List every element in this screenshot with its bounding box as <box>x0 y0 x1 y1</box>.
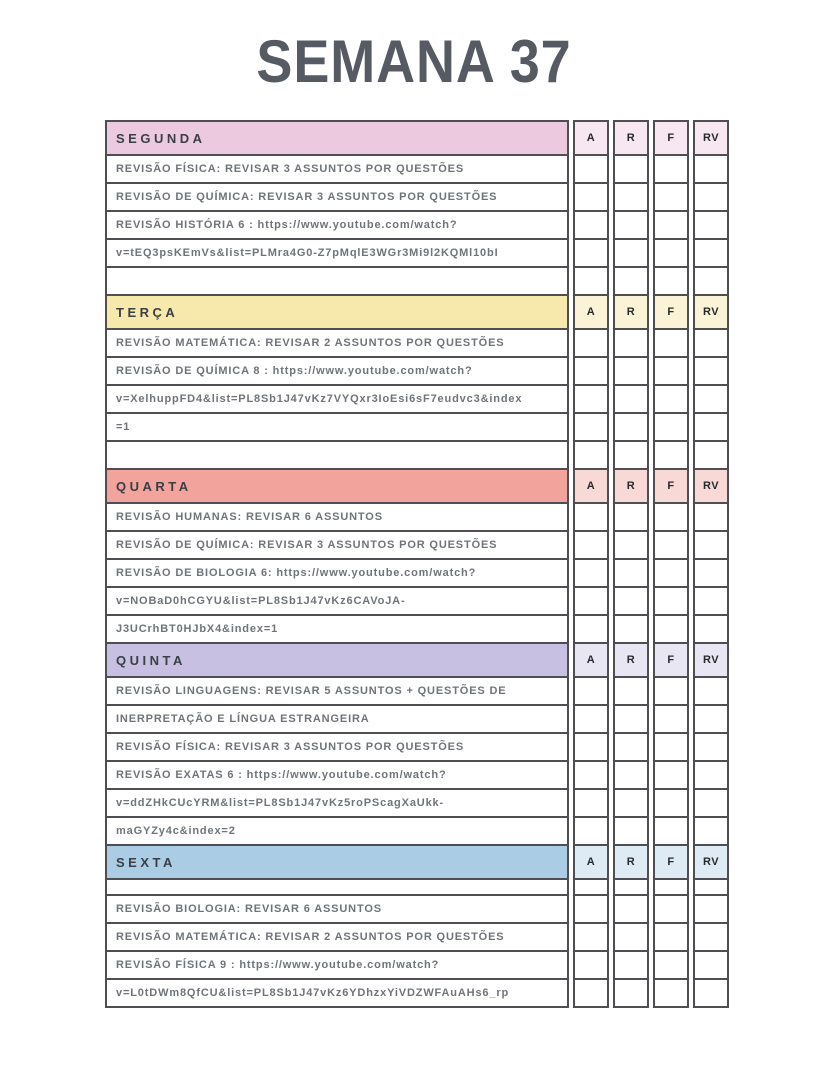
check-cell-a[interactable] <box>573 154 609 184</box>
check-cell-a[interactable] <box>573 704 609 734</box>
task-cell <box>105 894 569 924</box>
check-cell-r[interactable] <box>613 950 649 980</box>
task-text: REVISÃO FÍSICA: REVISAR 3 ASSUNTOS POR QUESTÕES <box>116 163 465 175</box>
check-cell-rv[interactable] <box>693 922 729 952</box>
check-col-header-quarta-f <box>653 468 689 504</box>
check-cell-f[interactable] <box>653 356 689 386</box>
check-cell-rv[interactable] <box>693 760 729 790</box>
task-row <box>105 586 729 616</box>
check-cell-rv[interactable] <box>693 586 729 616</box>
day-label-sexta: SEXTA <box>116 854 176 870</box>
day-header-cell-quinta <box>105 642 569 678</box>
check-col-header-segunda-a <box>573 120 609 156</box>
check-cell-r[interactable] <box>613 558 649 588</box>
check-cell-f[interactable] <box>653 412 689 442</box>
check-cell-f[interactable] <box>653 922 689 952</box>
check-cell-a[interactable] <box>573 412 609 442</box>
check-cell-a[interactable] <box>573 440 609 470</box>
check-cell-r[interactable] <box>613 328 649 358</box>
page-title: SEMANA 37 <box>256 28 572 95</box>
task-text: REVISÃO FÍSICA 9 : https://www.youtube.com/watch? <box>116 959 440 971</box>
check-col-label: F <box>667 306 675 318</box>
check-cell-a[interactable] <box>573 614 609 644</box>
check-cell-r[interactable] <box>613 922 649 952</box>
task-text: v=tEQ3psKEmVs&list=PLMra4G0-Z7pMqlE3WGr3Mi9l2KQMl10bI <box>116 247 499 259</box>
check-cell-f[interactable] <box>653 502 689 532</box>
check-cell-f[interactable] <box>653 238 689 268</box>
task-cell <box>105 558 569 588</box>
check-cell-f[interactable] <box>653 978 689 1008</box>
check-cell-rv[interactable] <box>693 440 729 470</box>
task-text: REVISÃO DE QUÍMICA 8 : https://www.youtube.com/watch? <box>116 365 473 377</box>
day-header-row-sexta <box>105 844 729 880</box>
task-text: REVISÃO DE BIOLOGIA 6: https://www.youtube.com/watch? <box>116 567 477 579</box>
task-cell <box>105 922 569 952</box>
check-col-label: F <box>667 132 675 144</box>
check-col-label: R <box>626 654 636 666</box>
check-cell-a[interactable] <box>573 788 609 818</box>
check-cell-a[interactable] <box>573 676 609 706</box>
task-row <box>105 412 729 442</box>
check-cell-r[interactable] <box>613 182 649 212</box>
check-col-label: F <box>667 856 675 868</box>
check-col-header-segunda-r <box>613 120 649 156</box>
check-cell-rv[interactable] <box>693 558 729 588</box>
check-col-label: RV <box>702 306 720 318</box>
task-text: REVISÃO DE QUÍMICA: REVISAR 3 ASSUNTOS POR QUESTÕES <box>116 191 498 203</box>
check-cell-f[interactable] <box>653 530 689 560</box>
check-cell-a[interactable] <box>573 238 609 268</box>
task-text: INERPRETAÇÃO E LÍNGUA ESTRANGEIRA <box>116 713 370 725</box>
check-col-label: A <box>586 480 596 492</box>
task-row <box>105 922 729 952</box>
check-col-header-segunda-f <box>653 120 689 156</box>
check-col-header-quinta-f <box>653 642 689 678</box>
task-row <box>105 238 729 268</box>
task-text: REVISÃO MATEMÁTICA: REVISAR 2 ASSUNTOS POR QUESTÕES <box>116 337 505 349</box>
check-cell-r[interactable] <box>613 760 649 790</box>
check-col-header-quinta-r <box>613 642 649 678</box>
check-cell-rv[interactable] <box>693 238 729 268</box>
check-cell-f[interactable] <box>653 558 689 588</box>
check-cell-a[interactable] <box>573 586 609 616</box>
check-cell-r[interactable] <box>613 978 649 1008</box>
check-cell-a[interactable] <box>573 328 609 358</box>
check-cell-rv[interactable] <box>693 704 729 734</box>
task-row <box>105 676 729 706</box>
task-cell <box>105 210 569 240</box>
check-cell-r[interactable] <box>613 530 649 560</box>
check-col-label: A <box>586 132 596 144</box>
task-row <box>105 732 729 762</box>
check-col-header-sexta-f <box>653 844 689 880</box>
check-col-label: R <box>626 480 636 492</box>
check-col-header-sexta-a <box>573 844 609 880</box>
check-cell-rv[interactable] <box>693 530 729 560</box>
check-cell-rv[interactable] <box>693 614 729 644</box>
task-cell <box>105 440 569 470</box>
task-cell <box>105 266 569 296</box>
check-col-header-quinta-a <box>573 642 609 678</box>
check-cell-a[interactable] <box>573 356 609 386</box>
check-col-header-segunda-rv <box>693 120 729 156</box>
check-col-label: A <box>586 856 596 868</box>
task-row <box>105 440 729 470</box>
check-col-label: R <box>626 306 636 318</box>
check-cell-f[interactable] <box>653 816 689 846</box>
check-cell-f[interactable] <box>653 950 689 980</box>
check-col-header-terca-rv <box>693 294 729 330</box>
task-row <box>105 266 729 296</box>
task-row <box>105 788 729 818</box>
check-col-header-sexta-r <box>613 844 649 880</box>
day-label-quarta: QUARTA <box>116 478 192 494</box>
task-cell <box>105 154 569 184</box>
check-col-header-terca-a <box>573 294 609 330</box>
check-cell-rv[interactable] <box>693 356 729 386</box>
check-cell-r[interactable] <box>613 154 649 184</box>
day-header-cell-segunda <box>105 120 569 156</box>
check-cell-r[interactable] <box>613 676 649 706</box>
check-cell-a[interactable] <box>573 894 609 924</box>
check-col-label: R <box>626 132 636 144</box>
task-row <box>105 614 729 644</box>
check-cell-f[interactable] <box>653 384 689 414</box>
task-text: REVISÃO LINGUAGENS: REVISAR 5 ASSUNTOS + QUESTÕES DE <box>116 685 507 697</box>
check-col-label: RV <box>702 654 720 666</box>
task-text: REVISÃO EXATAS 6 : https://www.youtube.com/watch? <box>116 769 447 781</box>
task-text: REVISÃO HUMANAS: REVISAR 6 ASSUNTOS <box>116 511 383 523</box>
task-row <box>105 530 729 560</box>
task-text: v=XelhuppFD4&list=PL8Sb1J47vKz7VYQxr3IoEsi6sF7eudvc3&index <box>116 393 523 405</box>
check-cell-a[interactable] <box>573 922 609 952</box>
check-cell-f[interactable] <box>653 154 689 184</box>
task-text: J3UCrhBT0HJbX4&index=1 <box>116 623 279 635</box>
check-cell-r[interactable] <box>613 586 649 616</box>
task-row <box>105 704 729 734</box>
check-cell-rv[interactable] <box>693 502 729 532</box>
task-row <box>105 384 729 414</box>
check-cell-a[interactable] <box>573 760 609 790</box>
check-cell-r[interactable] <box>613 440 649 470</box>
task-text: REVISÃO BIOLOGIA: REVISAR 6 ASSUNTOS <box>116 903 382 915</box>
day-header-cell-sexta <box>105 844 569 880</box>
task-row <box>105 502 729 532</box>
check-cell-f[interactable] <box>653 676 689 706</box>
check-col-label: RV <box>702 132 720 144</box>
check-cell-r[interactable] <box>613 894 649 924</box>
check-cell-f[interactable] <box>653 586 689 616</box>
check-cell-f[interactable] <box>653 440 689 470</box>
task-row <box>105 894 729 924</box>
day-header-row-quinta <box>105 642 729 678</box>
check-cell-rv[interactable] <box>693 816 729 846</box>
task-cell <box>105 816 569 846</box>
check-cell-rv[interactable] <box>693 978 729 1008</box>
task-cell <box>105 384 569 414</box>
check-col-header-quarta-rv <box>693 468 729 504</box>
day-header-cell-quarta <box>105 468 569 504</box>
check-cell-r[interactable] <box>613 356 649 386</box>
week-table <box>105 120 729 1008</box>
check-cell-a[interactable] <box>573 502 609 532</box>
check-col-header-quarta-a <box>573 468 609 504</box>
check-col-label: RV <box>702 480 720 492</box>
task-cell <box>105 978 569 1008</box>
task-text: maGYZy4c&index=2 <box>116 825 236 837</box>
check-cell-f[interactable] <box>653 732 689 762</box>
check-cell-r[interactable] <box>613 788 649 818</box>
check-cell-rv[interactable] <box>693 266 729 296</box>
check-cell-rv[interactable] <box>693 950 729 980</box>
check-cell-rv[interactable] <box>693 788 729 818</box>
check-col-header-quarta-r <box>613 468 649 504</box>
task-text: REVISÃO MATEMÁTICA: REVISAR 2 ASSUNTOS POR QUESTÕES <box>116 931 505 943</box>
check-col-label: A <box>586 306 596 318</box>
check-col-label: F <box>667 654 675 666</box>
task-cell <box>105 238 569 268</box>
check-cell-a[interactable] <box>573 978 609 1008</box>
task-cell <box>105 760 569 790</box>
task-cell <box>105 530 569 560</box>
check-cell-r[interactable] <box>613 210 649 240</box>
check-cell-f[interactable] <box>653 614 689 644</box>
check-cell-r[interactable] <box>613 614 649 644</box>
check-cell-rv[interactable] <box>693 732 729 762</box>
task-cell <box>105 704 569 734</box>
check-col-label: R <box>626 856 636 868</box>
check-col-header-sexta-rv <box>693 844 729 880</box>
check-cell-rv[interactable] <box>693 412 729 442</box>
task-text: v=ddZHkCUcYRM&list=PL8Sb1J47vKz5roPScagXaUkk- <box>116 797 445 809</box>
check-cell-r[interactable] <box>613 238 649 268</box>
check-cell-f[interactable] <box>653 894 689 924</box>
check-cell-rv[interactable] <box>693 676 729 706</box>
task-text: =1 <box>116 421 131 433</box>
check-cell-a[interactable] <box>573 210 609 240</box>
task-row <box>105 978 729 1008</box>
check-cell-r[interactable] <box>613 384 649 414</box>
check-cell-a[interactable] <box>573 816 609 846</box>
task-row <box>105 182 729 212</box>
check-cell-a[interactable] <box>573 384 609 414</box>
day-header-cell-terca <box>105 294 569 330</box>
check-cell-a[interactable] <box>573 558 609 588</box>
check-cell-a[interactable] <box>573 530 609 560</box>
check-cell-rv[interactable] <box>693 328 729 358</box>
check-cell-r[interactable] <box>613 816 649 846</box>
task-cell <box>105 950 569 980</box>
check-cell-f[interactable] <box>653 182 689 212</box>
check-cell-r[interactable] <box>613 502 649 532</box>
check-col-header-quinta-rv <box>693 642 729 678</box>
task-cell <box>105 586 569 616</box>
check-cell-r[interactable] <box>613 704 649 734</box>
task-row <box>105 558 729 588</box>
task-cell <box>105 502 569 532</box>
task-text: REVISÃO FÍSICA: REVISAR 3 ASSUNTOS POR QUESTÕES <box>116 741 465 753</box>
task-cell <box>105 676 569 706</box>
task-cell <box>105 182 569 212</box>
day-label-quinta: QUINTA <box>116 652 186 668</box>
check-cell-f[interactable] <box>653 704 689 734</box>
task-cell <box>105 732 569 762</box>
check-cell-f[interactable] <box>653 760 689 790</box>
task-cell <box>105 788 569 818</box>
task-row <box>105 154 729 184</box>
check-cell-a[interactable] <box>573 182 609 212</box>
check-cell-a[interactable] <box>573 950 609 980</box>
check-cell-r[interactable] <box>613 732 649 762</box>
day-header-row-segunda <box>105 120 729 156</box>
check-cell-rv[interactable] <box>693 210 729 240</box>
task-cell <box>105 614 569 644</box>
day-header-row-quarta <box>105 468 729 504</box>
check-col-label: F <box>667 480 675 492</box>
check-cell-a[interactable] <box>573 266 609 296</box>
check-cell-rv[interactable] <box>693 182 729 212</box>
check-cell-r[interactable] <box>613 412 649 442</box>
task-row <box>105 950 729 980</box>
task-text: v=NOBaD0hCGYU&list=PL8Sb1J47vKz6CAVoJA- <box>116 595 406 607</box>
check-cell-f[interactable] <box>653 266 689 296</box>
task-text: REVISÃO HISTÓRIA 6 : https://www.youtube.com/watch? <box>116 219 458 231</box>
day-header-row-terca <box>105 294 729 330</box>
task-row <box>105 816 729 846</box>
task-text: REVISÃO DE QUÍMICA: REVISAR 3 ASSUNTOS POR QUESTÕES <box>116 539 498 551</box>
check-col-header-terca-r <box>613 294 649 330</box>
check-cell-f[interactable] <box>653 210 689 240</box>
task-row <box>105 210 729 240</box>
check-cell-f[interactable] <box>653 788 689 818</box>
task-row <box>105 760 729 790</box>
check-col-label: A <box>586 654 596 666</box>
check-cell-a[interactable] <box>573 732 609 762</box>
task-cell <box>105 412 569 442</box>
day-label-segunda: SEGUNDA <box>116 130 206 146</box>
check-cell-rv[interactable] <box>693 384 729 414</box>
task-cell <box>105 356 569 386</box>
task-text: v=L0tDWm8QfCU&list=PL8Sb1J47vKz6YDhzxYiVDZWFAuAHs6_rp <box>116 987 510 999</box>
day-label-terca: TERÇA <box>116 304 179 320</box>
check-cell-rv[interactable] <box>693 154 729 184</box>
task-row <box>105 328 729 358</box>
check-col-header-terca-f <box>653 294 689 330</box>
task-cell <box>105 328 569 358</box>
check-col-label: RV <box>702 856 720 868</box>
check-cell-rv[interactable] <box>693 894 729 924</box>
check-cell-f[interactable] <box>653 328 689 358</box>
task-row <box>105 356 729 386</box>
check-cell-r[interactable] <box>613 266 649 296</box>
